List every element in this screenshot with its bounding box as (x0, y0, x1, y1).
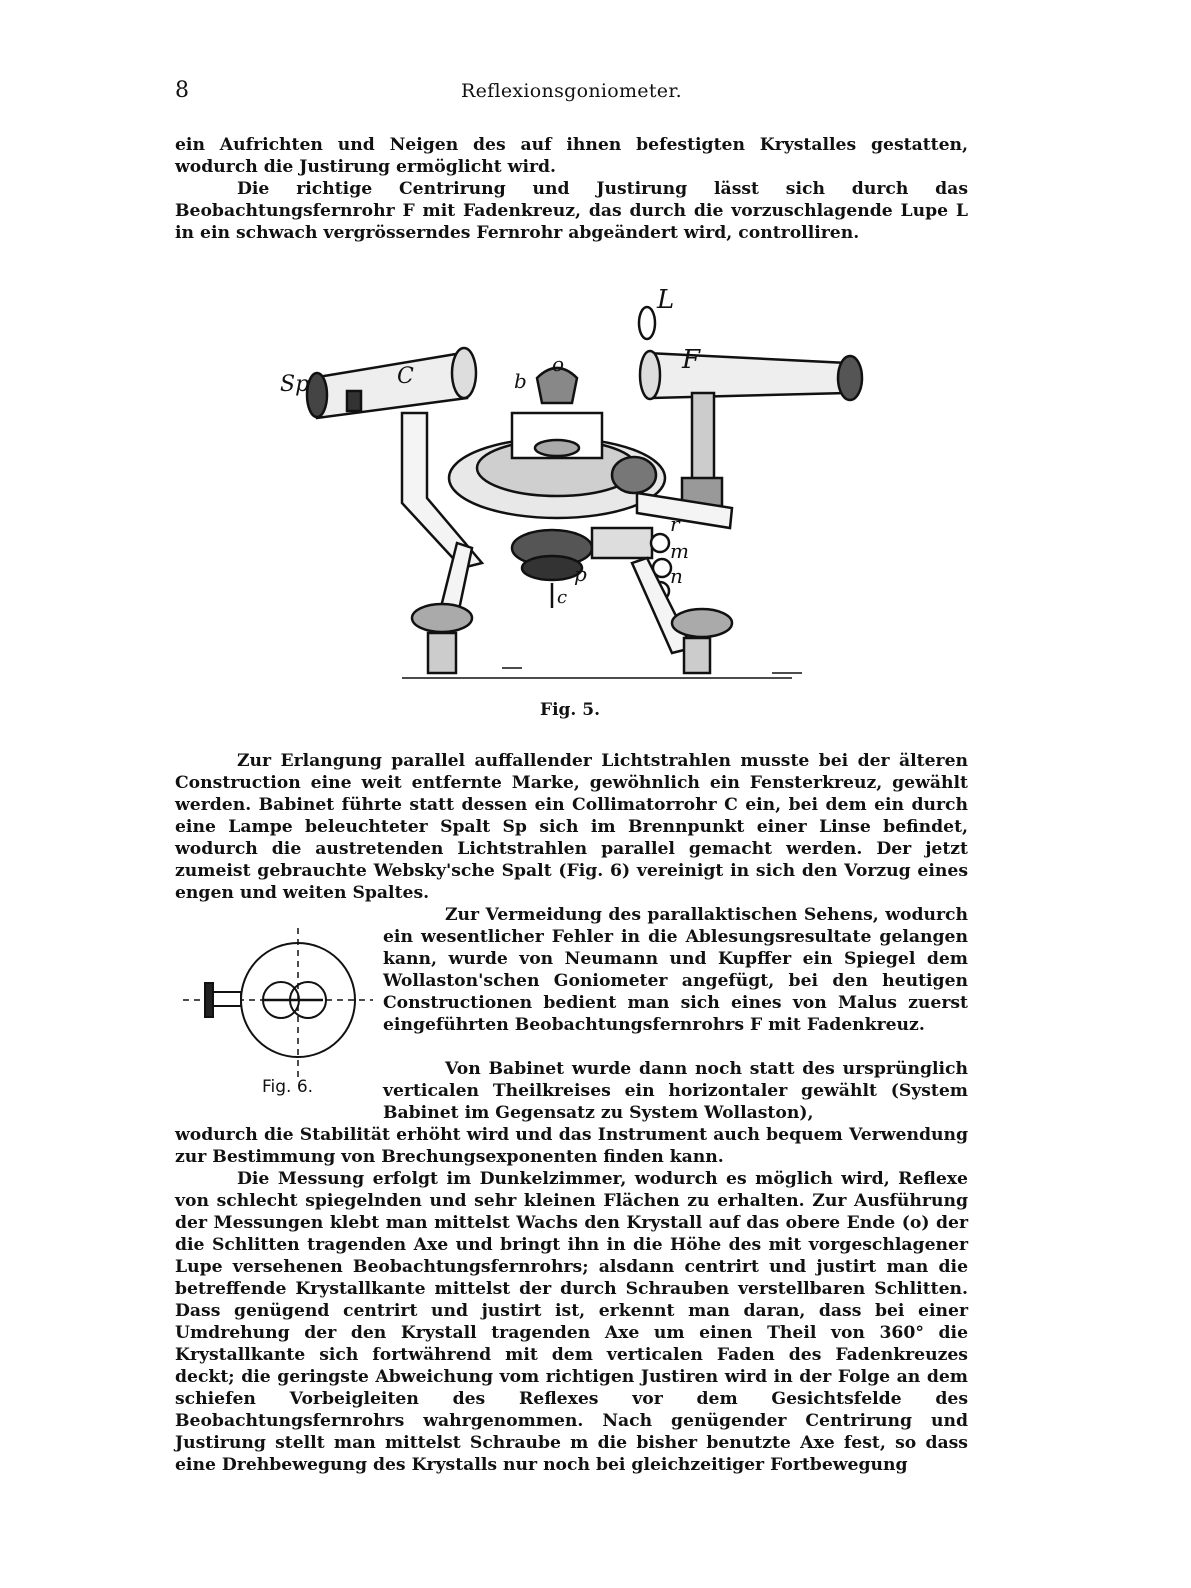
websky-slit-diagram (183, 928, 373, 1083)
page-header (175, 78, 968, 108)
paragraph-5b: wodurch die Stabilität erhöht wird und das Instrument auch bequem Verwendung zur Bestimmung von Brechungsexponenten finden kann. (175, 1125, 968, 1167)
paragraph-3: Zur Erlangung parallel auffallender Lichtstrahlen musste bei der älteren Construction eine weit entfernte Marke, gewöhnlich ein Fensterkreuz, gewählt werden. Babinet führte statt dessen ein Collimatorrohr C ein, bei dem ein durch eine Lampe beleuchteter Spalt Sp sich im Brennpunkt einer Linse befindet, wodurch die austretenden Lichtstrahlen parallel gemacht werden. Der jetzt zumeist gebrauchte Websky'sche Spalt (Fig. 6) vereinigt in sich den Vorzug eines engen und weiten Spaltes. (175, 751, 968, 903)
label-L: L (657, 285, 675, 315)
label-c: c (557, 587, 568, 608)
paragraph-5a: Von Babinet wurde dann noch statt des ursprünglich verticalen Theilkreises ein horizontaler gewählt (System Babinet im Gegensatz zu System Wollaston), (383, 1059, 968, 1123)
paragraph-2: Die richtige Centrirung und Justirung lässt sich durch das Beobachtungsfernrohr F mit Fadenkreuz, das durch die vorzuschlagende Lupe L in ein schwach vergrösserndes Fernrohr abgeändert wird, controlliren. (175, 179, 968, 243)
goniometer-illustration (252, 283, 892, 708)
page-number: 8 (175, 78, 189, 103)
paragraph-6: Die Messung erfolgt im Dunkelzimmer, wodurch es möglich wird, Reflexe von schlecht spiegelnden und sehr kleinen Flächen zu erhalten. Zur Ausführung der Messungen klebt man mittelst Wachs den Krystall auf das obere Ende (o) der die Schlitten tragenden Axe und bringt ihn in die Höhe des mit vorgeschlagener Lupe versehenen Beobachtungsfernrohrs; alsdann centrirt und justirt man die betreffende Krystallkante mittelst der durch Schrauben verstellbaren Schlitten. Dass genügend centrirt und justirt ist, erkennt man daran, dass bei einer Umdrehung der den Krystall tragenden Axe um einen Theil von 360° die Krystallkante sich fortwährend mit dem verticalen Faden des Fadenkreuzes deckt; die geringste Abweichung vom richtigen Justiren wird in der Folge an dem schiefen Vorbeigleiten des Reflexes vor dem Gesichtsfelde des Beobachtungsfernrohrs wahrgenommen. Nach genügender Centrirung und Justirung stellt man mittelst Schraube m die bisher benutzte Axe fest, so dass eine Drehbewegung des Krystalls nur noch bei gleichzeitiger Fortbewegung (175, 1169, 968, 1475)
running-head: Reflexionsgoniometer. (461, 80, 682, 102)
paragraph-1: ein Aufrichten und Neigen des auf ihnen befestigten Krystalles gestatten, wodurch die Justirung ermöglicht wird. (175, 135, 968, 177)
label-p: p (574, 562, 587, 586)
figure-5-caption: Fig. 5. (540, 700, 600, 720)
label-n: n (670, 564, 683, 588)
label-m: m (670, 539, 689, 563)
label-o: o (552, 352, 565, 376)
label-b: b (514, 369, 527, 393)
label-C: C (397, 364, 414, 389)
label-Sp: Sp (280, 372, 310, 397)
figure-6-caption: Fig. 6. (262, 1077, 314, 1097)
label-F: F (682, 345, 701, 375)
paragraph-4: Zur Vermeidung des parallaktischen Sehens, wodurch ein wesentlicher Fehler in die Ablesungsresultate gelangen kann, wurde von Neumann und Kupffer ein Spiegel dem Wollaston'schen Goniometer angefügt, bei den heutigen Constructionen bedient man sich eines von Malus zuerst eingeführten Beobachtungsfernrohrs F mit Fadenkreuz. (383, 905, 968, 1035)
label-r: r (670, 512, 680, 536)
